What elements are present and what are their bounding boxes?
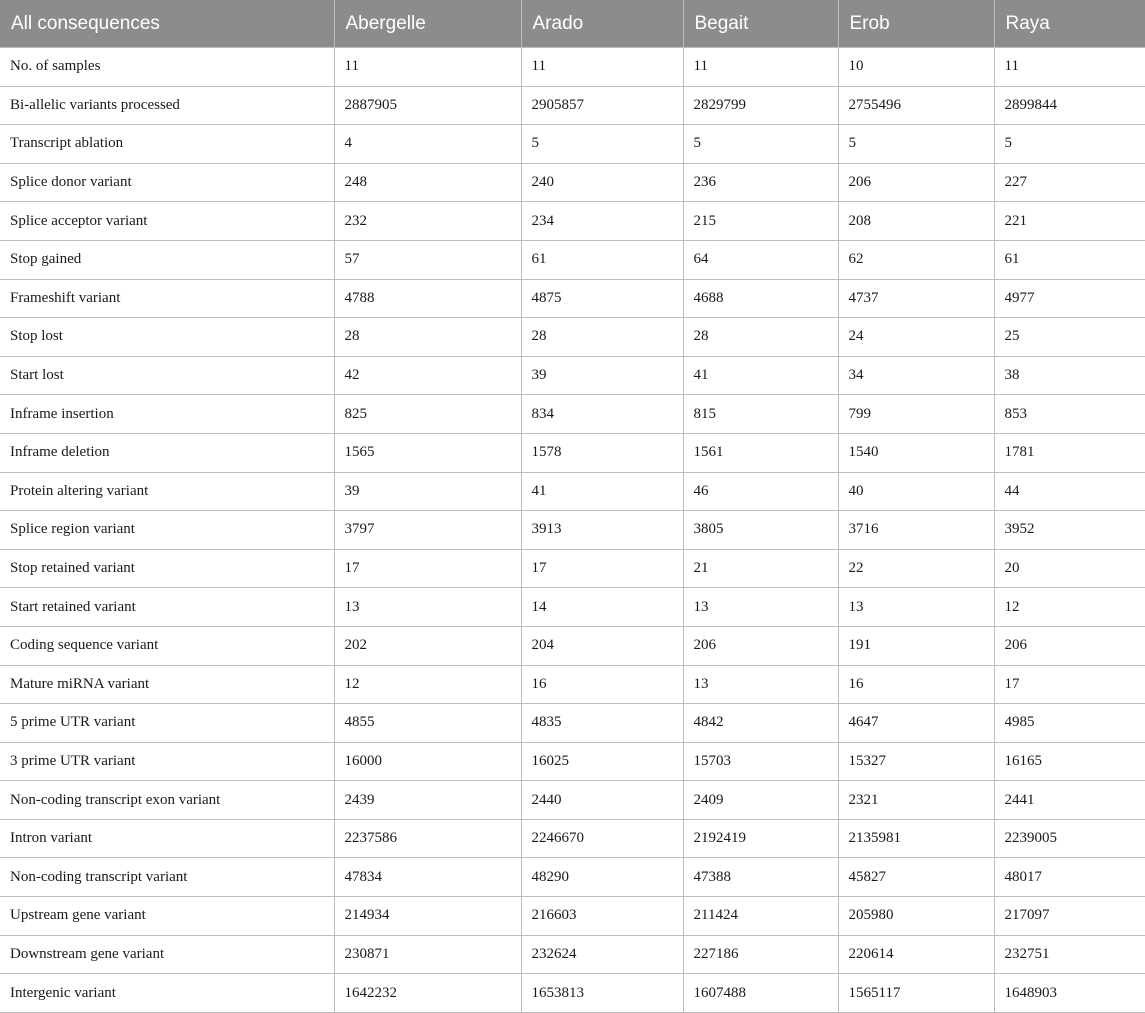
value-cell: 3913 [521,511,683,550]
row-label-cell: 3 prime UTR variant [0,742,334,781]
value-cell: 2899844 [994,86,1145,125]
value-cell: 11 [334,48,521,87]
table-row [0,202,1145,241]
value-cell: 57 [334,240,521,279]
value-cell: 1648903 [994,974,1145,1013]
value-cell: 61 [994,240,1145,279]
value-cell: 10 [838,48,994,87]
value-cell: 227186 [683,935,838,974]
row-label-cell: Frameshift variant [0,279,334,318]
value-cell: 16 [838,665,994,704]
value-cell: 2246670 [521,819,683,858]
value-cell: 20 [994,549,1145,588]
value-cell: 62 [838,240,994,279]
value-cell: 4 [334,125,521,164]
value-cell: 1565 [334,433,521,472]
value-cell: 206 [838,163,994,202]
value-cell: 3952 [994,511,1145,550]
value-cell: 1642232 [334,974,521,1013]
value-cell: 46 [683,472,838,511]
row-label-cell: Stop gained [0,240,334,279]
value-cell: 215 [683,202,838,241]
value-cell: 1578 [521,433,683,472]
table-row [0,819,1145,858]
value-cell: 16025 [521,742,683,781]
row-label-cell: Downstream gene variant [0,935,334,974]
value-cell: 13 [683,665,838,704]
row-label-cell: Inframe deletion [0,433,334,472]
value-cell: 11 [521,48,683,87]
row-label-cell: Mature miRNA variant [0,665,334,704]
row-label-cell: Transcript ablation [0,125,334,164]
value-cell: 1565117 [838,974,994,1013]
value-cell: 4647 [838,704,994,743]
value-cell: 214934 [334,897,521,936]
value-cell: 16165 [994,742,1145,781]
value-cell: 2829799 [683,86,838,125]
value-cell: 5 [521,125,683,164]
column-header-population: Erob [838,0,994,48]
value-cell: 40 [838,472,994,511]
value-cell: 232751 [994,935,1145,974]
value-cell: 38 [994,356,1145,395]
value-cell: 47388 [683,858,838,897]
value-cell: 24 [838,318,994,357]
value-cell: 4737 [838,279,994,318]
value-cell: 834 [521,395,683,434]
value-cell: 1607488 [683,974,838,1013]
column-header-population: Raya [994,0,1145,48]
value-cell: 4835 [521,704,683,743]
table-row [0,125,1145,164]
value-cell: 2321 [838,781,994,820]
value-cell: 28 [334,318,521,357]
value-cell: 232624 [521,935,683,974]
table-row [0,935,1145,974]
value-cell: 815 [683,395,838,434]
row-label-cell: Upstream gene variant [0,897,334,936]
value-cell: 208 [838,202,994,241]
value-cell: 2755496 [838,86,994,125]
row-label-cell: Stop lost [0,318,334,357]
table-row [0,742,1145,781]
value-cell: 191 [838,626,994,665]
table-row [0,549,1145,588]
value-cell: 21 [683,549,838,588]
value-cell: 206 [683,626,838,665]
table-header [0,0,1145,48]
table-row [0,858,1145,897]
table-row [0,665,1145,704]
value-cell: 17 [521,549,683,588]
value-cell: 17 [994,665,1145,704]
value-cell: 41 [521,472,683,511]
value-cell: 221 [994,202,1145,241]
value-cell: 232 [334,202,521,241]
table-row [0,897,1145,936]
row-label-cell: Protein altering variant [0,472,334,511]
value-cell: 2239005 [994,819,1145,858]
table-row [0,163,1145,202]
value-cell: 234 [521,202,683,241]
table-row [0,588,1145,627]
value-cell: 1561 [683,433,838,472]
table-row [0,395,1145,434]
value-cell: 12 [334,665,521,704]
value-cell: 4788 [334,279,521,318]
value-cell: 3805 [683,511,838,550]
value-cell: 4855 [334,704,521,743]
row-label-cell: Inframe insertion [0,395,334,434]
value-cell: 61 [521,240,683,279]
value-cell: 5 [994,125,1145,164]
value-cell: 25 [994,318,1145,357]
table-row [0,240,1145,279]
value-cell: 204 [521,626,683,665]
value-cell: 22 [838,549,994,588]
value-cell: 216603 [521,897,683,936]
table-row [0,279,1145,318]
table-row [0,318,1145,357]
table-row [0,626,1145,665]
table-row [0,974,1145,1013]
value-cell: 825 [334,395,521,434]
value-cell: 45827 [838,858,994,897]
column-header-population: Arado [521,0,683,48]
value-cell: 41 [683,356,838,395]
value-cell: 16 [521,665,683,704]
value-cell: 34 [838,356,994,395]
table-row [0,781,1145,820]
value-cell: 4875 [521,279,683,318]
row-label-cell: Stop retained variant [0,549,334,588]
value-cell: 13 [683,588,838,627]
value-cell: 28 [521,318,683,357]
value-cell: 240 [521,163,683,202]
value-cell: 3797 [334,511,521,550]
table-body [0,48,1145,1013]
value-cell: 1781 [994,433,1145,472]
value-cell: 13 [334,588,521,627]
table-row [0,511,1145,550]
value-cell: 799 [838,395,994,434]
value-cell: 230871 [334,935,521,974]
row-label-cell: Splice region variant [0,511,334,550]
value-cell: 64 [683,240,838,279]
row-label-cell: Non-coding transcript exon variant [0,781,334,820]
value-cell: 4977 [994,279,1145,318]
value-cell: 206 [994,626,1145,665]
value-cell: 1540 [838,433,994,472]
row-label-cell: Intron variant [0,819,334,858]
value-cell: 17 [334,549,521,588]
value-cell: 2192419 [683,819,838,858]
row-label-cell: No. of samples [0,48,334,87]
value-cell: 16000 [334,742,521,781]
value-cell: 44 [994,472,1145,511]
value-cell: 227 [994,163,1145,202]
value-cell: 42 [334,356,521,395]
row-label-cell: Start retained variant [0,588,334,627]
table-row [0,433,1145,472]
table-row [0,472,1145,511]
value-cell: 12 [994,588,1145,627]
value-cell: 4842 [683,704,838,743]
value-cell: 5 [838,125,994,164]
value-cell: 39 [521,356,683,395]
value-cell: 39 [334,472,521,511]
row-label-cell: Bi-allelic variants processed [0,86,334,125]
value-cell: 48290 [521,858,683,897]
value-cell: 2887905 [334,86,521,125]
value-cell: 47834 [334,858,521,897]
value-cell: 3716 [838,511,994,550]
value-cell: 11 [994,48,1145,87]
row-label-cell: Splice donor variant [0,163,334,202]
value-cell: 48017 [994,858,1145,897]
value-cell: 211424 [683,897,838,936]
row-label-cell: Non-coding transcript variant [0,858,334,897]
header-row [0,0,1145,48]
value-cell: 2441 [994,781,1145,820]
value-cell: 11 [683,48,838,87]
value-cell: 853 [994,395,1145,434]
value-cell: 4688 [683,279,838,318]
table-row [0,704,1145,743]
table-row [0,86,1145,125]
row-label-cell: Start lost [0,356,334,395]
table-row [0,48,1145,87]
value-cell: 5 [683,125,838,164]
value-cell: 220614 [838,935,994,974]
value-cell: 2439 [334,781,521,820]
column-header-population: Begait [683,0,838,48]
value-cell: 13 [838,588,994,627]
value-cell: 2237586 [334,819,521,858]
row-label-cell: 5 prime UTR variant [0,704,334,743]
value-cell: 1653813 [521,974,683,1013]
value-cell: 15327 [838,742,994,781]
row-label-cell: Intergenic variant [0,974,334,1013]
value-cell: 28 [683,318,838,357]
row-label-cell: Coding sequence variant [0,626,334,665]
row-label-cell: Splice acceptor variant [0,202,334,241]
value-cell: 15703 [683,742,838,781]
column-header-population: Abergelle [334,0,521,48]
value-cell: 202 [334,626,521,665]
value-cell: 248 [334,163,521,202]
column-header-consequence: All consequences [0,0,334,48]
value-cell: 2440 [521,781,683,820]
value-cell: 2905857 [521,86,683,125]
table-row [0,356,1145,395]
value-cell: 2409 [683,781,838,820]
value-cell: 236 [683,163,838,202]
value-cell: 2135981 [838,819,994,858]
value-cell: 4985 [994,704,1145,743]
value-cell: 217097 [994,897,1145,936]
value-cell: 205980 [838,897,994,936]
value-cell: 14 [521,588,683,627]
